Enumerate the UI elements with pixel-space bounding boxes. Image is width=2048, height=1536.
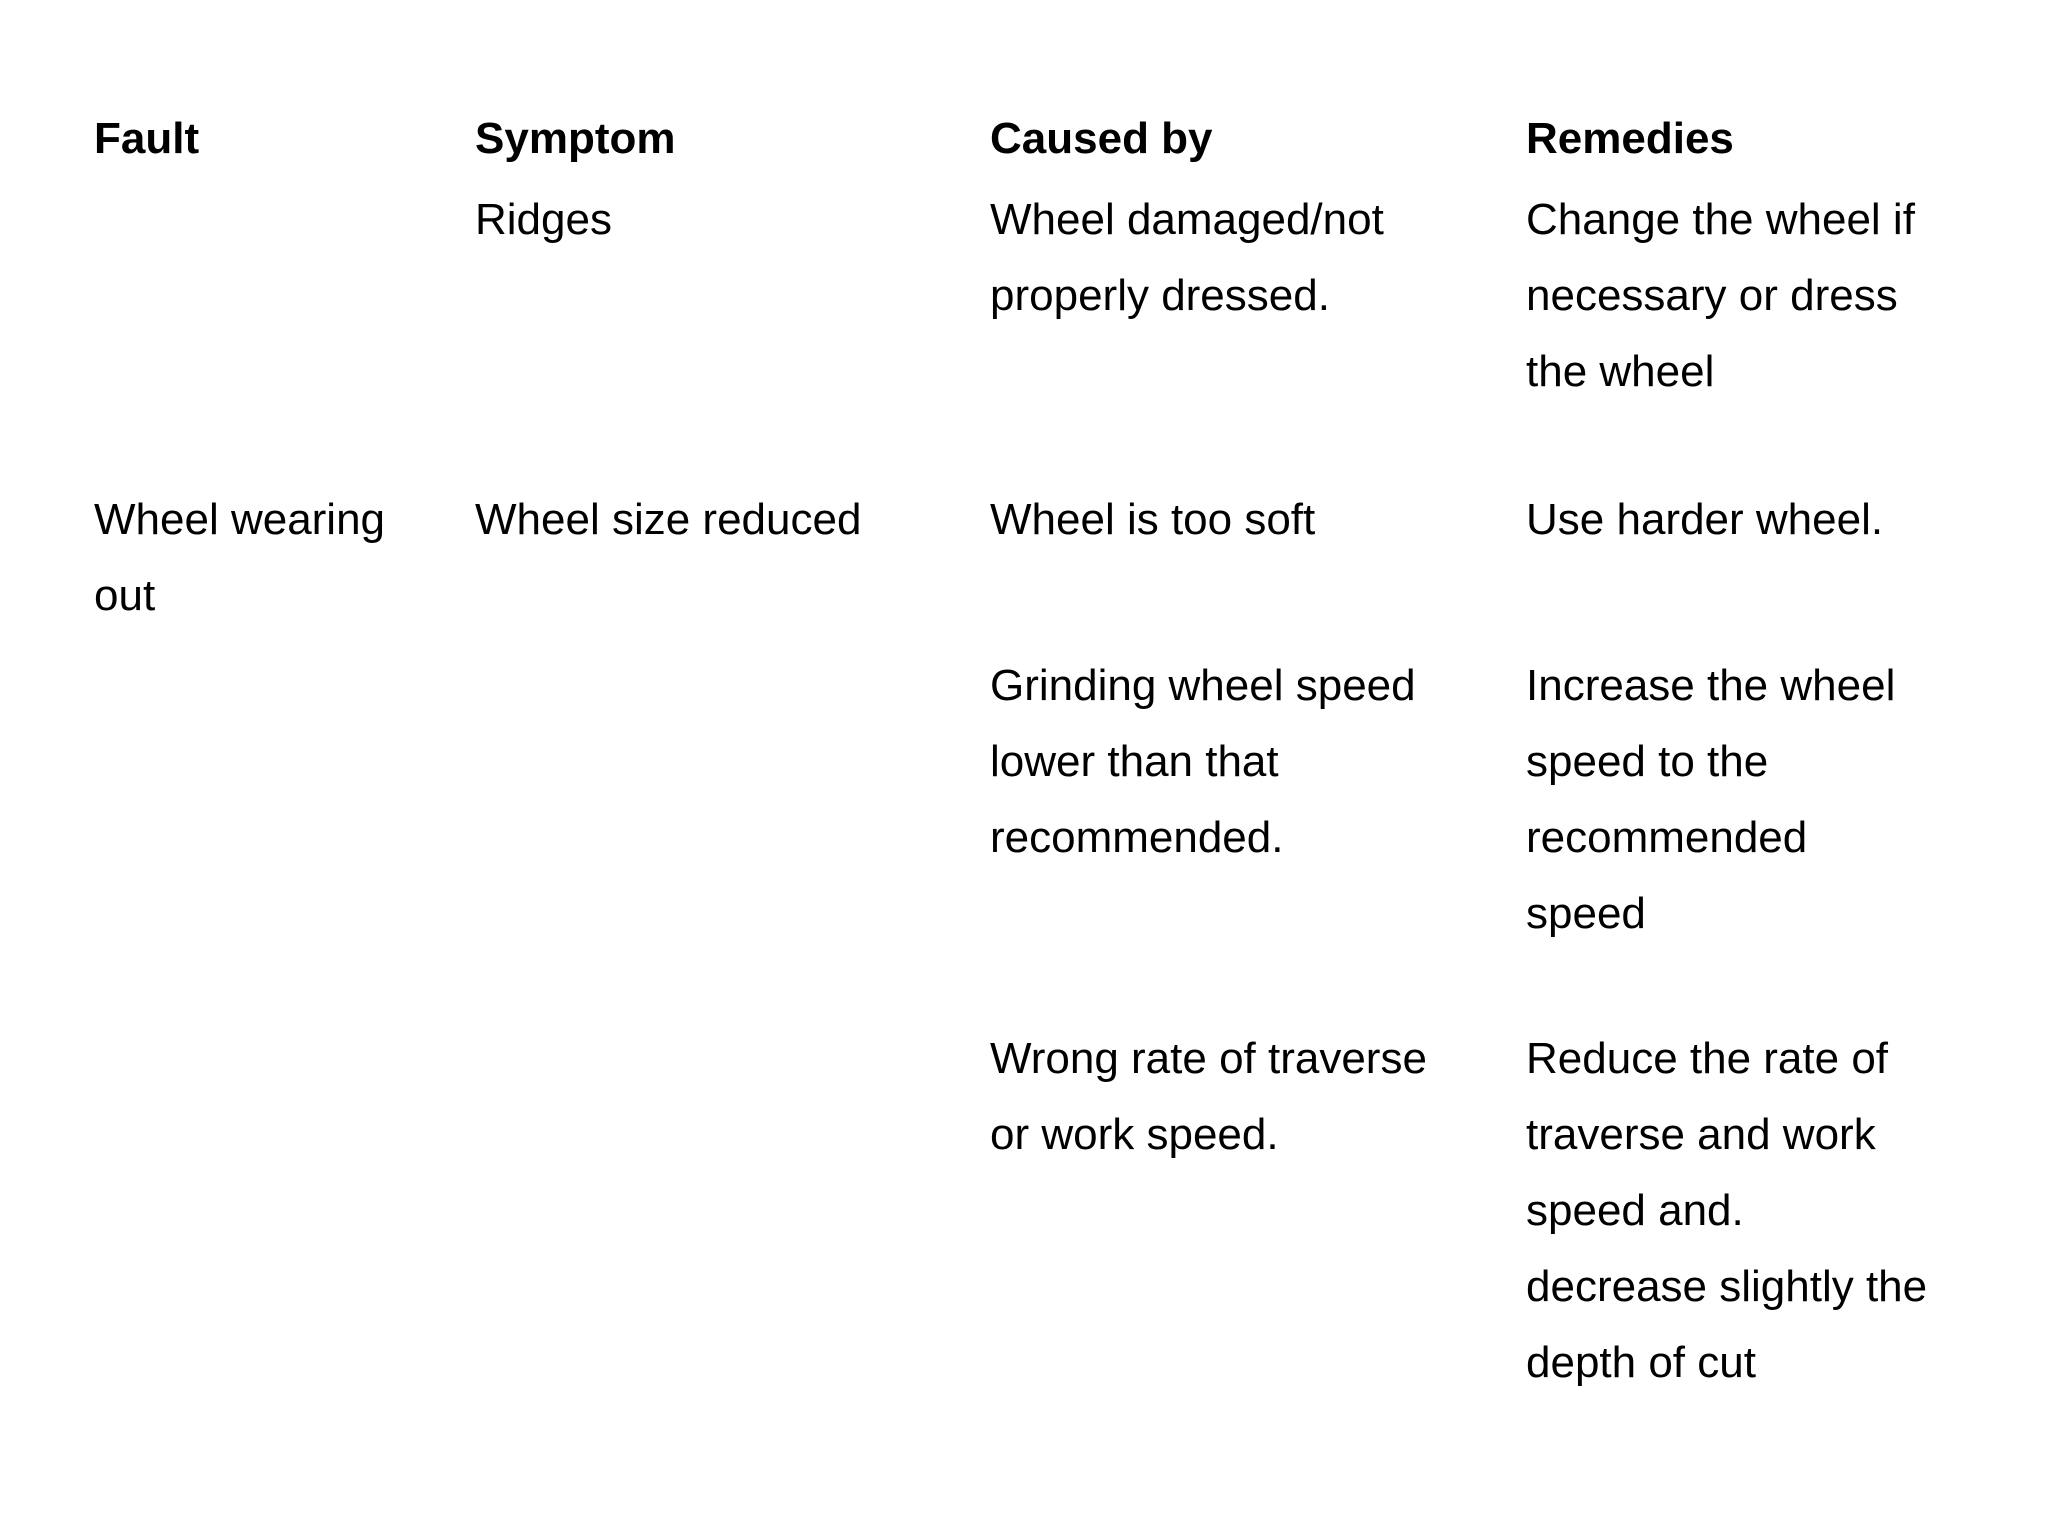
header-remedies: Remedies [1526,114,1734,163]
header-caused-by: Caused by [990,114,1213,163]
row2-remedy3: Reduce the rate of traverse and work speed and. decrease slightly the depth of cut [1526,1034,1928,1387]
row1-remedy1: Change the wheel if necessary or dress the wheel [1526,195,1915,396]
header-fault: Fault [94,114,200,163]
row2-remedy2: Increase the wheel speed to the recommended speed [1526,661,1896,938]
row1-symptom: Ridges [475,195,612,244]
row2-remedy1: Use harder wheel. [1526,495,1884,544]
row2-cause3: Wrong rate of traverse or work speed. [990,1034,1427,1159]
row1-cause1: Wheel damaged/not properly dressed. [990,195,1384,320]
row2-symptom: Wheel size reduced [475,495,862,544]
row2-cause1: Wheel is too soft [990,495,1316,544]
row2-cause2: Grinding wheel speed lower than that recommended. [990,661,1416,862]
header-symptom: Symptom [475,114,676,163]
row2-fault: Wheel wearing out [94,495,386,620]
